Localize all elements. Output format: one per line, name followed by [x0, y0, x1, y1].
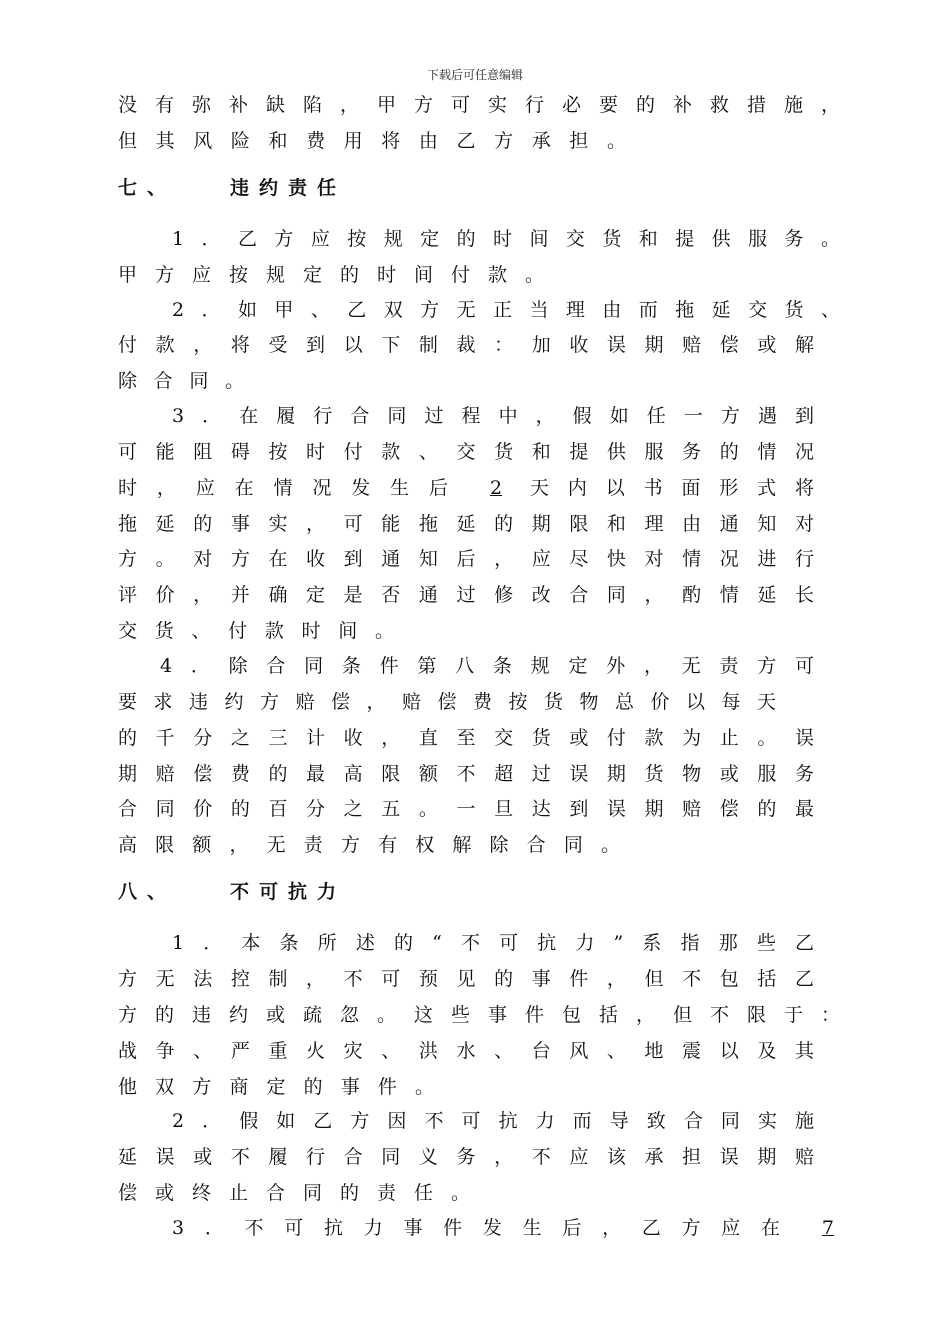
section-heading-7 — [118, 176, 347, 200]
text-line: 1．乙方应按规定的时间交货和提供服务。 — [172, 228, 840, 250]
text-line: 偿或终止合同的责任。 — [118, 1182, 470, 1204]
text-line: 要求违约方赔偿，赔偿费按货物总价以每天 — [118, 691, 776, 713]
text-line: 3．在履行合同过程中，假如任一方遇到 — [172, 405, 814, 427]
section-number: 七、 — [118, 177, 177, 199]
text-line: 3．不可抗力事件发生后，乙方应在 — [172, 1217, 780, 1239]
text-line: 可能阻碍按时付款、交货和提供服务的情况 — [118, 441, 814, 463]
text-line: 拖延的事实，可能拖延的期限和理由通知对 — [118, 513, 814, 535]
text-line: 除合同。 — [118, 370, 244, 392]
section-heading-8 — [118, 880, 347, 904]
page-header: 下载后可任意编辑 — [426, 68, 523, 82]
text-line: 2．假如乙方因不可抗力而导致合同实施 — [172, 1110, 814, 1132]
text-line: 天内以书面形式将 — [530, 477, 814, 499]
text-line: 方的违约或疏忽。这些事件包括，但不限于： — [118, 1004, 840, 1026]
text-line: 时，应在情况发生后 — [118, 477, 448, 499]
section-title: 违约责任 — [230, 177, 347, 199]
text-line: 方无法控制，不可预见的事件，但不包括乙 — [118, 968, 814, 990]
text-line: 的千分之三计收，直至交货或付款为止。误 — [118, 727, 814, 749]
text-line: 合同价的百分之五。一旦达到误期赔偿的最 — [118, 798, 814, 820]
section-number: 八、 — [118, 881, 177, 903]
text-line: 延误或不履行合同义务，不应该承担误期赔 — [118, 1146, 814, 1168]
text-line: 1．本条所述的“不可抗力”系指那些乙 — [172, 932, 814, 954]
section-title: 不可抗力 — [230, 881, 347, 903]
text-line: 高限额，无责方有权解除合同。 — [118, 834, 620, 856]
text-line: 他双方商定的事件。 — [118, 1076, 434, 1098]
text-line: 战争、严重火灾、洪水、台风、地震以及其 — [118, 1040, 814, 1062]
text-line: 甲方应按规定的时间付款。 — [118, 264, 544, 286]
text-line: 2．如甲、乙双方无正当理由而拖延交货、 — [172, 299, 840, 321]
text-line: 交货、付款时间。 — [118, 620, 394, 642]
text-line: 方。对方在收到通知后，应尽快对情况进行 — [118, 548, 814, 570]
blank-days: 2 — [489, 477, 503, 499]
text-line: 没有弥补缺陷，甲方可实行必要的补救措施， — [118, 94, 840, 116]
text-line: 评价，并确定是否通过修改合同，酌情延长 — [118, 584, 814, 606]
text-line: 但其风险和费用将由乙方承担。 — [118, 130, 626, 152]
blank-days: 7 — [821, 1217, 834, 1239]
text-line: 4．除合同条件第八条规定外，无责方可 — [160, 655, 814, 677]
text-line: 期赔偿费的最高限额不超过误期货物或服务 — [118, 763, 814, 785]
text-line: 付款，将受到以下制裁：加收误期赔偿或解 — [118, 334, 814, 356]
